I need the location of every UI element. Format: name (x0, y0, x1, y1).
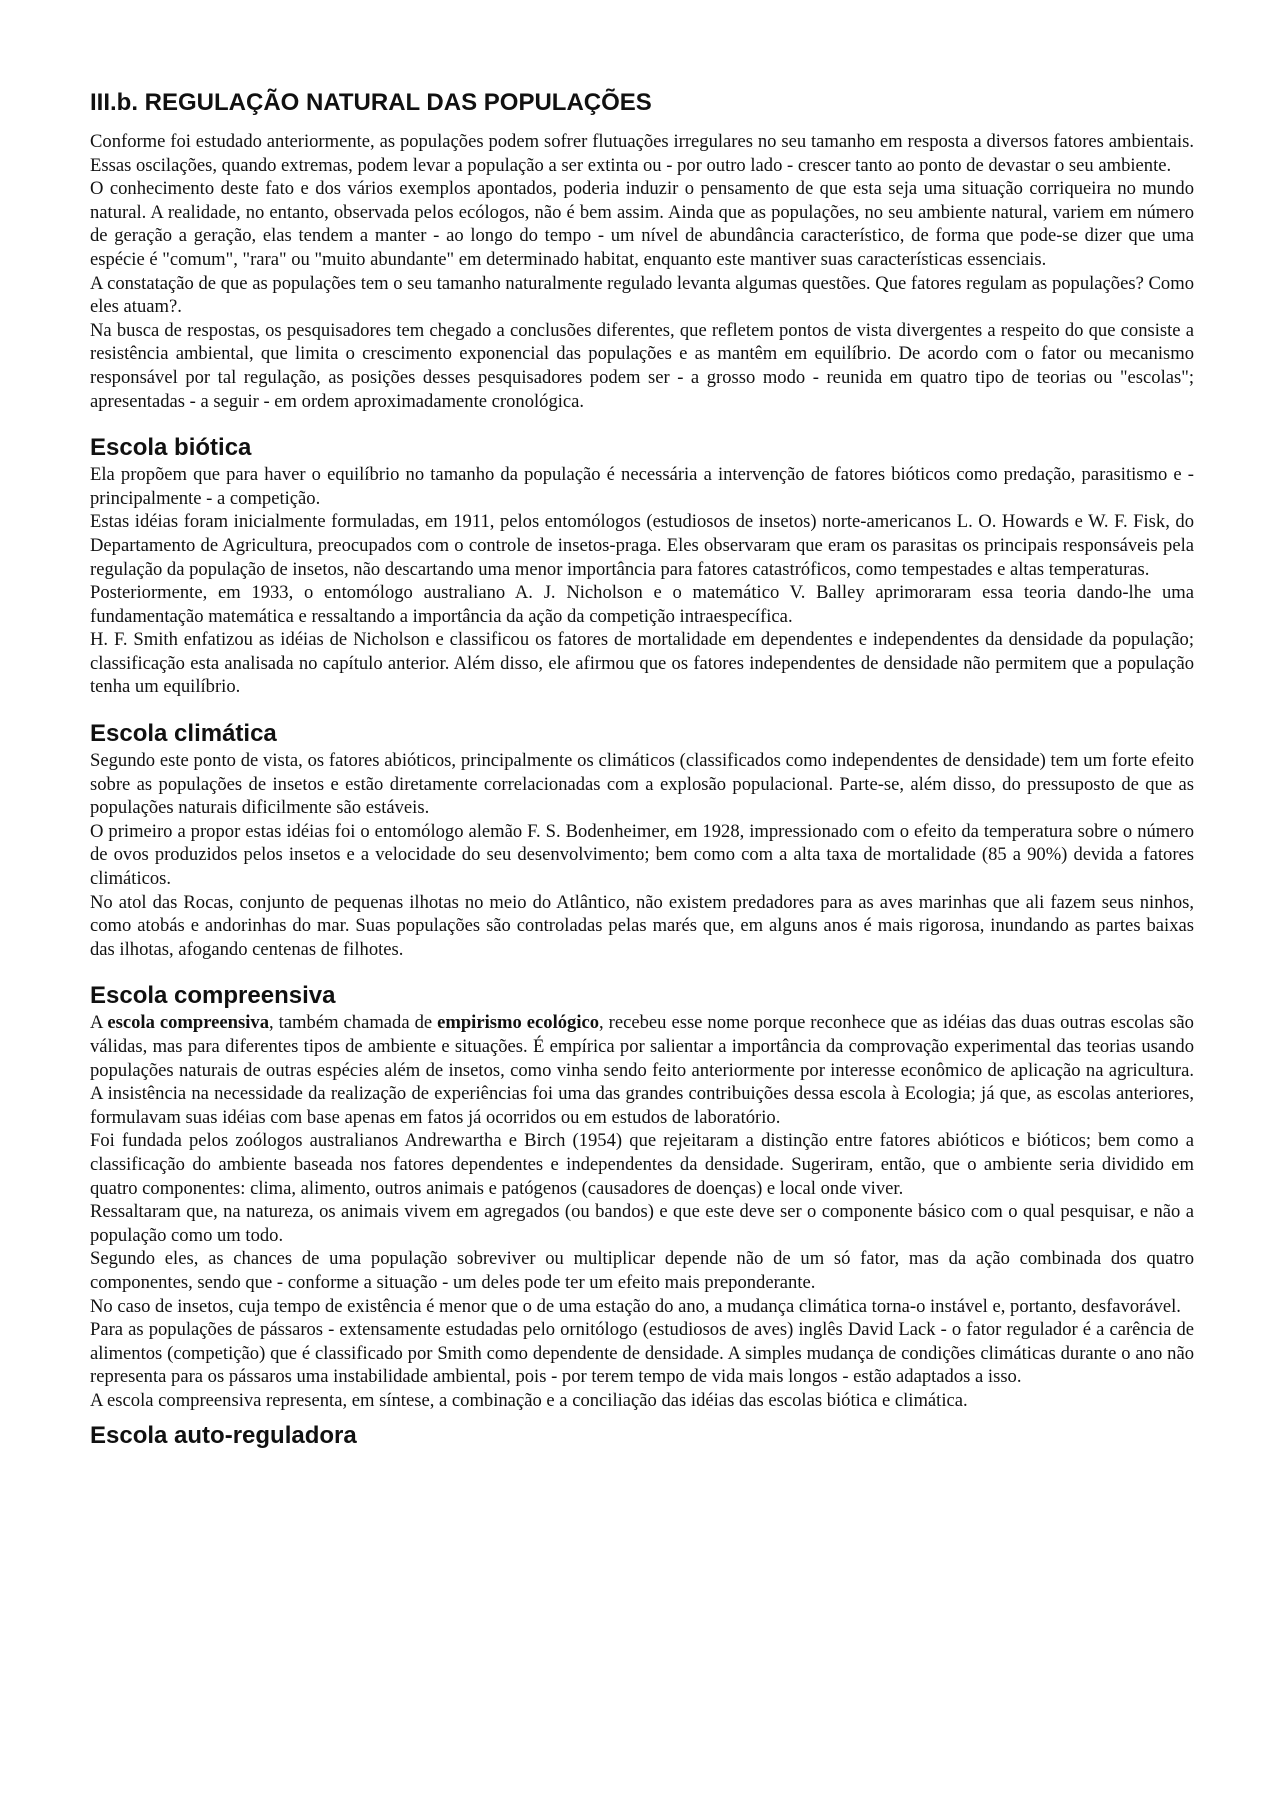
intro-paragraph: A constatação de que as populações tem o seu tamanho naturalmente regulado levanta algumas questões. Que fatores regulam as populações? Como eles atuam?. (90, 272, 1194, 318)
climatica-paragraph: O primeiro a propor estas idéias foi o entomólogo alemão F. S. Bodenheimer, em 1928, impressionado com o efeito da temperatura sobre o número de ovos produzidos pelos insetos e a velocidade do seu desenvolvimento; bem como com a alta taxa de mortalidade (85 a 90%) devida a fatores climáticos. (90, 820, 1194, 890)
climatica-paragraph: Segundo este ponto de vista, os fatores abióticos, principalmente os climáticos (classificados como independentes de densidade) tem um forte efeito sobre as populações de insetos e estão diretamente correlacionadas com a explosão populacional. Parte-se, além disso, do pressuposto de que as populações naturais dificilmente são estáveis. (90, 750, 1194, 819)
section-heading-escola-compreensiva: Escola compreensiva (90, 982, 336, 1010)
climatica-paragraph: No atol das Rocas, conjunto de pequenas ilhotas no meio do Atlântico, não existem predadores para as aves marinhas que ali fazem seus ninhos, como atobás e andorinhas do mar. Suas populações são controladas pelas marés que, em alguns anos é mais rigorosa, inundando as partes baixas das ilhotas, afogando centenas de filhotes. (90, 891, 1194, 960)
biotica-paragraph: H. F. Smith enfatizou as idéias de Nicholson e classificou os fatores de mortalidade em dependentes e independentes da densidade da população; classificação esta analisada no capítulo anterior. Além disso, ele afirmou que os fatores independentes de densidade não permitem que a população tenha um equilíbrio. (90, 629, 1194, 698)
text-run: A (90, 1012, 108, 1034)
text-run: , também chamada de (269, 1012, 438, 1034)
section-heading-escola-climatica: Escola climática (90, 720, 277, 748)
compreensiva-paragraph: Foi fundada pelos zoólogos australianos Andrewartha e Birch (1954) que rejeitaram a distinção entre fatores abióticos e bióticos; bem como a classificação do ambiente baseada nos fatores dependentes e independentes da densidade. Sugeriram, então, que o ambiente seria dividido em quatro componentes: clima, alimento, outros animais e patógenos (causadores de doenças) e local onde viver. (90, 1130, 1194, 1199)
intro-paragraph: Na busca de respostas, os pesquisadores tem chegado a conclusões diferentes, que refletem pontos de vista divergentes a respeito do que consiste a resistência ambiental, que limita o crescimento exponencial das populações e as mantêm em equilíbrio. De acordo com o fator ou mecanismo responsável por tal regulação, as posições desses pesquisadores podem ser - a grosso modo - reunida em quatro tipo de teorias ou "escolas"; apresentadas - a seguir - em ordem aproximadamente cronológica. (90, 319, 1194, 412)
bold-term-empirismo-ecologico: empirismo ecológico (437, 1012, 600, 1034)
text-run: , recebeu esse nome porque reconhece que as idéias das duas outras escolas são válidas, mas para diferentes tipos de ambiente e situações. É empírica por salientar a importância da comprovação experimental das teorias usando populações naturais de outras espécies além de insetos, como vinha sendo feito anteriormente por interesse econômico de aplicação na agricultura. A insistência na necessidade da realização de experiências foi uma das grandes contribuições dessa escola à Ecologia; já que, as escolas anteriores, formulavam suas idéias com base apenas em fatos já ocorridos ou em estudos de laboratório. (90, 1012, 1194, 1128)
compreensiva-paragraph (90, 1011, 1194, 1129)
biotica-paragraph: Ela propõem que para haver o equilíbrio no tamanho da população é necessária a intervenção de fatores bióticos como predação, parasitismo e - principalmente - a competição. (90, 464, 1194, 509)
bold-term-escola-compreensiva: escola compreensiva (107, 1012, 270, 1034)
section-heading-escola-biotica: Escola biótica (90, 434, 252, 462)
biotica-paragraph: Posteriormente, em 1933, o entomólogo australiano A. J. Nicholson e o matemático V. Balley aprimoraram essa teoria dando-lhe uma fundamentação matemática e ressaltando a importância da ação da competição intraespecífica. (90, 582, 1194, 627)
compreensiva-paragraph: No caso de insetos, cuja tempo de existência é menor que o de uma estação do ano, a mudança climática torna-o instável e, portanto, desfavorável. (90, 1295, 1181, 1317)
compreensiva-paragraph: Segundo eles, as chances de uma população sobreviver ou multiplicar depende não de um só fator, mas da ação combinada dos quatro componentes, sendo que - conforme a situação - um deles pode ter um efeito mais preponderante. (90, 1248, 1194, 1293)
compreensiva-paragraph: Ressaltaram que, na natureza, os animais vivem em agregados (ou bandos) e que este deve ser o componente básico com o qual pesquisar, e não a população como um todo. (90, 1201, 1194, 1246)
page-title: III.b. REGULAÇÃO NATURAL DAS POPULAÇÕES (90, 89, 652, 116)
document-page (90, 88, 1194, 1451)
compreensiva-paragraph: A escola compreensiva representa, em síntese, a combinação e a conciliação das idéias das escolas biótica e climática. (90, 1389, 968, 1411)
intro-paragraph: Conforme foi estudado anteriormente, as populações podem sofrer flutuações irregulares no seu tamanho em resposta a diversos fatores ambientais. Essas oscilações, quando extremas, podem levar a população a ser extinta ou - por outro lado - crescer tanto ao ponto de devastar o seu ambiente. (90, 131, 1194, 176)
compreensiva-paragraph: Para as populações de pássaros - extensamente estudadas pelo ornitólogo (estudiosos de aves) inglês David Lack - o fator regulador é a carência de alimentos (competição) que é classificado por Smith como dependente de densidade. A simples mudança de condições climáticas durante o ano não representa para os pássaros uma instabilidade ambiental, pois - por terem tempo de vida mais longos - estão adaptados a isso. (90, 1319, 1194, 1388)
intro-paragraph: O conhecimento deste fato e dos vários exemplos apontados, poderia induzir o pensamento de que esta seja uma situação corriqueira no mundo natural. A realidade, no entanto, observada pelos ecólogos, não é bem assim. Ainda que as populações, no seu ambiente natural, variem em número de geração a geração, elas tendem a manter - ao longo do tempo - um nível de abundância característico, de forma que pode-se dizer que uma espécie é "comum", "rara" ou "muito abundante" em determinado habitat, enquanto este mantiver suas características essenciais. (90, 178, 1194, 270)
biotica-paragraph: Estas idéias foram inicialmente formuladas, em 1911, pelos entomólogos (estudiosos de insetos) norte-americanos L. O. Howards e W. F. Fisk, do Departamento de Agricultura, preocupados com o controle de insetos-praga. Eles observaram que eram os parasitas os principais responsáveis pela regulação da população de insetos, não descartando uma menor importância para fatores catastróficos, como tempestades e altas temperaturas. (90, 511, 1194, 580)
section-heading-escola-auto-reguladora: Escola auto-reguladora (90, 1421, 357, 1449)
